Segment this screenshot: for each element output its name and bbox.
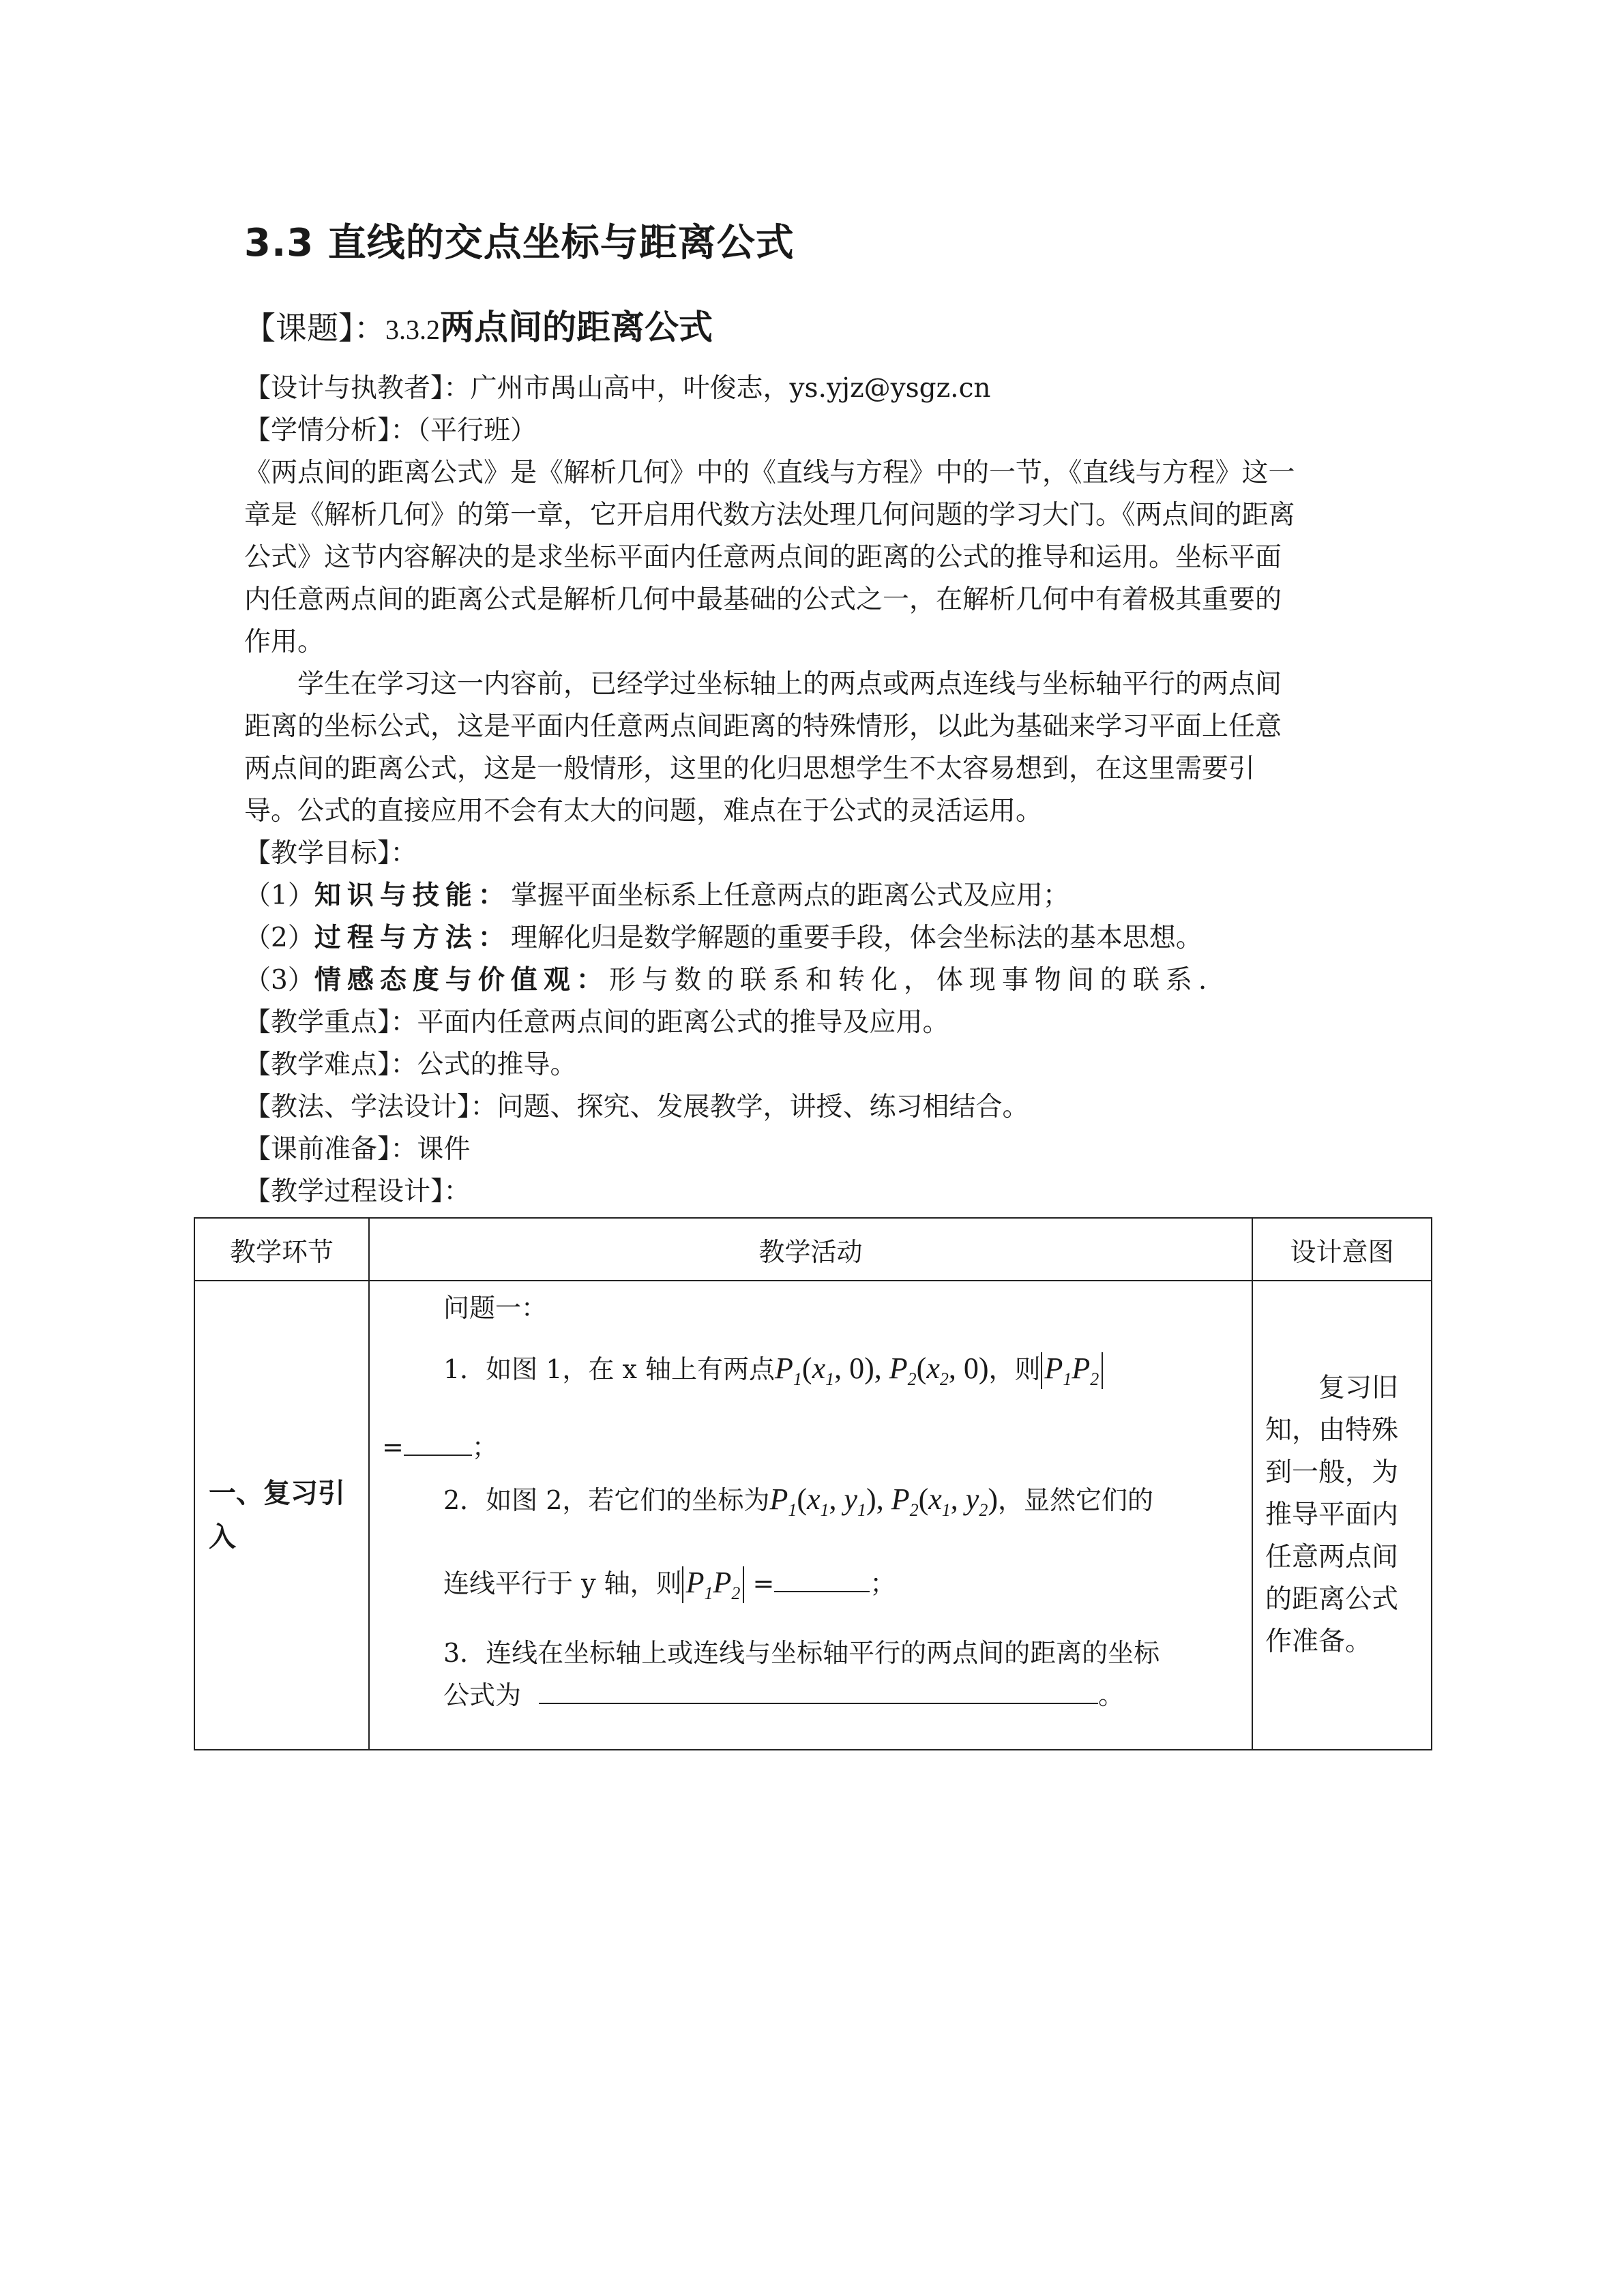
difficulty: 【教学难点】：公式的推导。 [244,1049,577,1080]
question-3: 3．连线在坐标轴上或连线与坐标轴平行的两点间的距离的坐标 [443,1638,1160,1668]
question-1: 1．如图 1，在 x 轴上有两点$P_1(x_1$, 0), $P_2(x_2$, 0)，则 $P_1P_2$ [443,1348,1103,1390]
activity-cell [369,1281,1252,1750]
table-header-row [194,1218,1432,1281]
goal-key: 情感态度与价值观： [314,965,609,996]
designer-line: 【设计与执教者】：广州市禺山高中，叶俊志，ys.yjz@ysgz.cn [244,373,991,404]
q3-blank[interactable] [539,1682,1098,1704]
goal-item: （1）知识与技能：掌握平面坐标系上任意两点的距离公式及应用； [244,880,1069,911]
lesson-heading [244,300,713,349]
goal-key: 过程与方法： [314,923,511,953]
analysis-p1-line: 公式》这节内容解决的是求坐标平面内任意两点间的距离的公式的推导和运用。坐标平面 [244,542,1282,573]
prep: 【课前准备】：课件 [244,1134,471,1165]
intent-cell: 复习旧知，由特殊到一般，为推导平面内任意两点间的距离公式作准备。 [1252,1281,1432,1750]
lesson-name: 两点间的距离公式 [440,308,713,347]
q1-blank[interactable] [404,1434,472,1456]
question-title: 问题一： [443,1293,548,1323]
analysis-p2-line: 导。公式的直接应用不会有太大的问题，难点在于公式的灵活运用。 [244,796,1043,826]
question-2b: 连线平行于 y 轴，则 $P_1P_2$ = ； [443,1566,896,1603]
analysis-p1-line: 作用。 [244,627,325,657]
key-point: 【教学重点】：平面内任意两点间的距离公式的推导及应用。 [244,1007,949,1038]
analysis-p1-line: 内任意两点间的距离公式是解析几何中最基础的公式之一，在解析几何中有着极其重要的 [244,584,1282,615]
lesson-number: 3.3.2 [385,314,440,345]
stage-cell: 一、复习引入 [194,1281,369,1750]
header-activity: 教学活动 [369,1218,1252,1281]
goal-item: （3）情感态度与价值观：形与数的联系和转化，体现事物间的联系. [244,965,1213,996]
question-1-answer: = ； [382,1432,498,1462]
header-stage: 教学环节 [194,1218,369,1281]
method: 【教法、学法设计】：问题、探究、发展教学，讲授、练习相结合。 [244,1092,1029,1122]
goal-key: 知识与技能： [314,880,511,911]
analysis-p2-line: 距离的坐标公式，这是平面内任意两点间距离的特殊情形，以此为基础来学习平面上任意 [244,711,1282,742]
q2-blank[interactable] [774,1570,870,1592]
table-row [194,1281,1432,1750]
analysis-label: 【学情分析】：（平行班） [244,415,537,446]
section-title: 3.3 直线的交点坐标与距离公式 [244,221,795,265]
question-3b: 公式为 。 [443,1680,1125,1710]
q1-points-formula: $P_1(x_1$, 0), $P_2(x_2$, 0) [775,1352,989,1389]
analysis-p2-line: 学生在学习这一内容前，已经学过坐标轴上的两点或两点连线与坐标轴平行的两点间 [297,669,1282,700]
q2-distance-formula: $P_1P_2$ [682,1566,745,1603]
q1-distance-formula: $P_1P_2$ [1041,1352,1104,1389]
analysis-p1-line: 章是《解析几何》的第一章，它开启用代数方法处理几何问题的学习大门。《两点间的距离 [244,500,1295,531]
analysis-p1-line: 《两点间的距离公式》是《解析几何》中的《直线与方程》中的一节，《直线与方程》这一 [244,458,1295,488]
goals-label: 【教学目标】： [244,838,417,869]
goal-item: （2）过程与方法：理解化归是数学解题的重要手段，体会坐标法的基本思想。 [244,923,1202,953]
header-intent: 设计意图 [1252,1218,1432,1281]
process-label: 【教学过程设计】： [244,1176,471,1207]
analysis-p2-line: 两点间的距离公式，这是一般情形，这里的化归思想学生不太容易想到，在这里需要引 [244,754,1256,784]
lesson-label: 【课题】： [244,310,385,346]
question-2: 2．如图 2，若它们的坐标为$P_1(x_1$, $y_1$), $P_2(x_1$, $y_2$)，显然它们的 [443,1482,1153,1520]
q2-points-formula: $P_1(x_1$, $y_1$), $P_2(x_1$, $y_2$) [769,1482,998,1520]
process-table [194,1217,1432,1750]
